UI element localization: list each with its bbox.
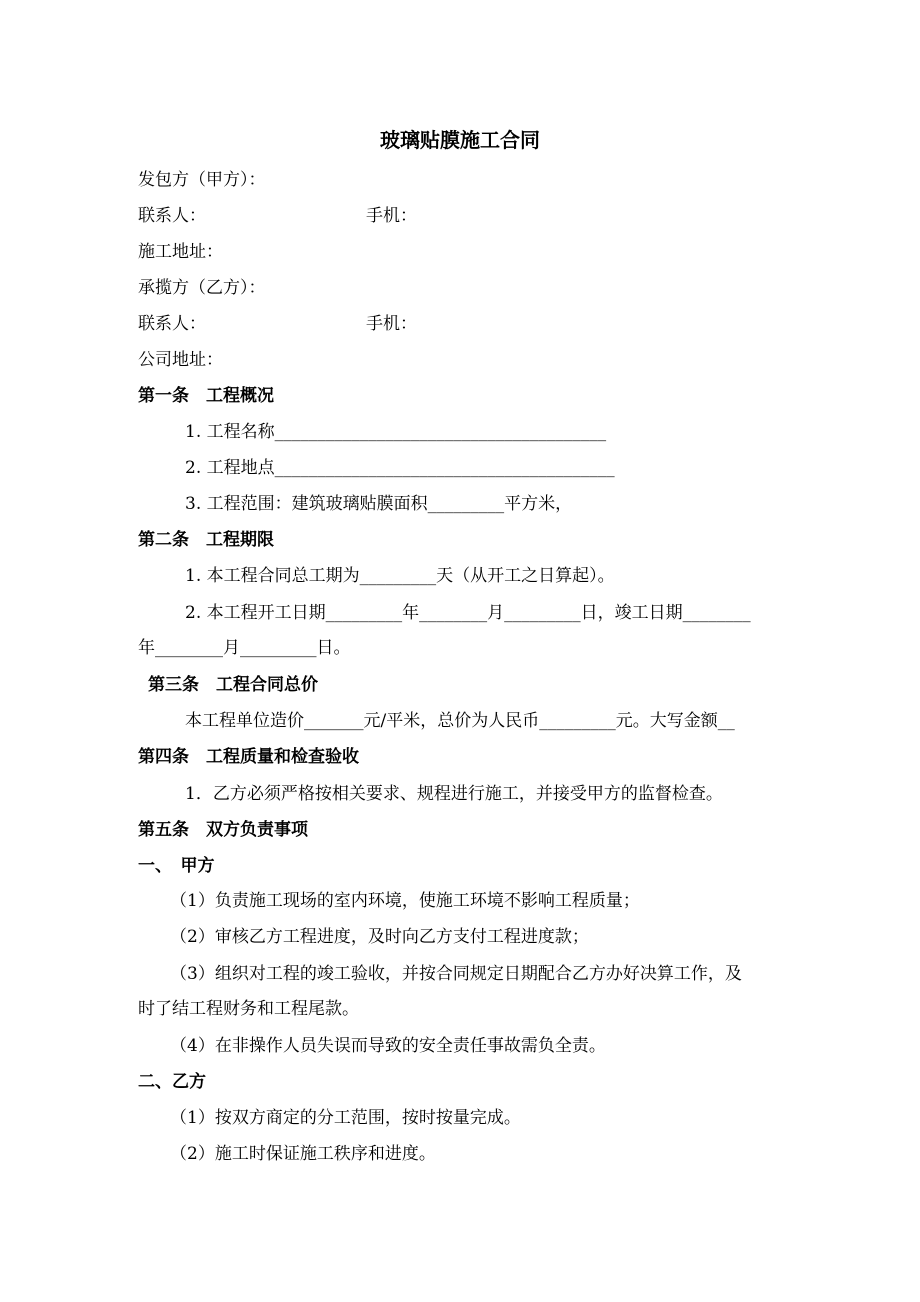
article-5-heading: 第五条 双方负责事项 <box>138 820 308 840</box>
party-a-duties-heading: 一、 甲方 <box>138 856 215 876</box>
article-3-heading: 第三条 工程合同总价 <box>148 675 318 695</box>
article-2-heading: 第二条 工程期限 <box>138 530 274 550</box>
party-b-label: 承揽方（乙方）： <box>138 278 266 298</box>
article-2-item-1: 1. 本工程合同总工期为_________天（从开工之日算起）。 <box>185 566 615 586</box>
article-1-heading: 第一条 工程概况 <box>138 386 274 406</box>
party-b-duties-heading: 二、乙方 <box>138 1072 206 1092</box>
article-2-item-2-continued: 年________月_________日。 <box>138 638 351 658</box>
article-1-item-2: 2. 工程地点________________________________________ <box>185 458 615 478</box>
article-4-item-1: 1．乙方必须严格按相关要求、规程进行施工，并接受甲方的监督检查。 <box>185 784 723 804</box>
party-a-duty-4: （4）在非操作人员失误而导致的安全责任事故需负全责。 <box>170 1036 606 1056</box>
party-a-duty-3: （3）组织对工程的竣工验收，并按合同规定日期配合乙方办好决算工作，及 <box>170 964 742 984</box>
party-b-phone-label: 手机： <box>366 314 417 334</box>
party-a-address-label: 施工地址： <box>138 242 223 262</box>
party-b-duty-2: （2）施工时保证施工秩序和进度。 <box>170 1144 436 1164</box>
party-b-contact-label: 联系人： <box>138 314 206 334</box>
document-title: 玻璃贴膜施工合同 <box>380 128 540 152</box>
article-2-item-2: 2. 本工程开工日期_________年________月_________日，竣工日期________ <box>185 603 751 623</box>
party-a-duty-3-continued: 时了结工程财务和工程尾款。 <box>138 999 359 1019</box>
party-a-contact-label: 联系人： <box>138 206 206 226</box>
party-b-address-label: 公司地址： <box>138 350 223 370</box>
article-1-item-1: 1. 工程名称_______________________________________ <box>185 422 607 442</box>
party-a-duty-2: （2）审核乙方工程进度，及时向乙方支付工程进度款； <box>170 927 589 947</box>
party-a-label: 发包方（甲方）： <box>138 170 266 190</box>
party-a-phone-label: 手机： <box>366 206 417 226</box>
party-b-duty-1: （1）按双方商定的分工范围，按时按量完成。 <box>170 1108 521 1128</box>
article-1-item-3: 3. 工程范围：建筑玻璃贴膜面积_________平方米， <box>185 494 573 514</box>
article-3-paragraph: 本工程单位造价_______元/平米，总价为人民币_________元。大写金额__ <box>185 711 735 731</box>
article-4-heading: 第四条 工程质量和检查验收 <box>138 747 359 767</box>
party-a-duty-1: （1）负责施工现场的室内环境，使施工环境不影响工程质量； <box>170 891 640 911</box>
